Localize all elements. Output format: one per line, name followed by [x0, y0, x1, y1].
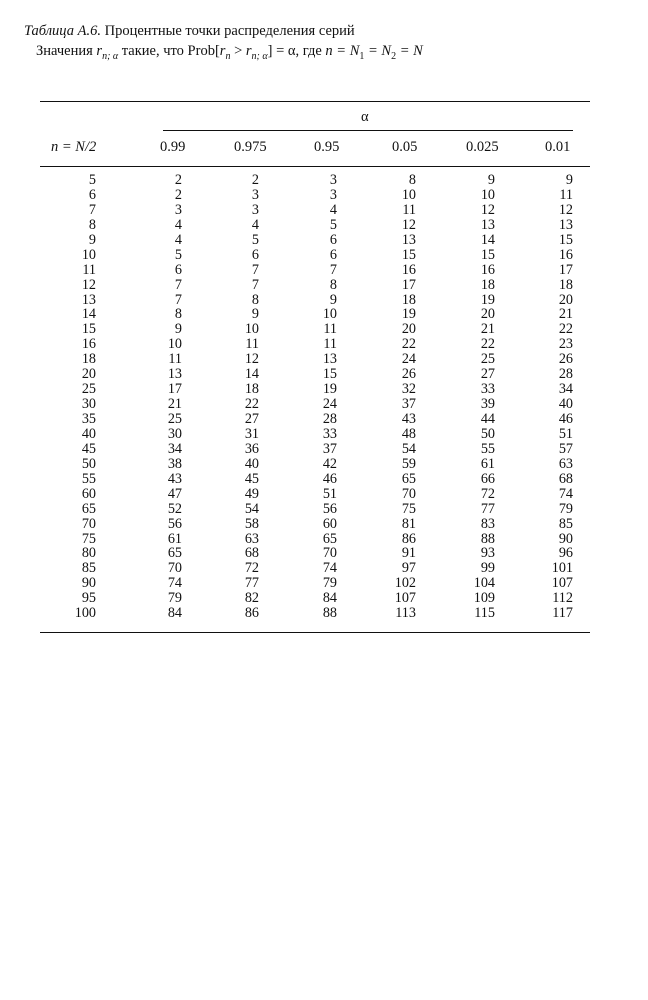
subcaption-eq2: = N: [364, 43, 392, 59]
table-cell: 115: [474, 605, 495, 622]
subcaption-r2: r: [219, 43, 226, 59]
table-cell: 83: [480, 515, 495, 532]
column-header-5: 0.01: [545, 139, 571, 155]
table-cell: 7: [88, 201, 96, 218]
table-cell: 13: [480, 216, 495, 233]
table-top-rule: [40, 101, 590, 102]
column-0.05: [356, 173, 416, 621]
table-cell: 12: [244, 351, 259, 368]
table-cell: 72: [244, 560, 259, 577]
subcaption-r: r: [96, 43, 103, 59]
table-cell: 28: [558, 366, 573, 383]
table-cell: 84: [322, 590, 337, 607]
table-cell: 21: [167, 396, 182, 413]
column-header-0: 0.99: [160, 139, 186, 155]
subcaption-gt: >: [230, 43, 246, 59]
table-cell: 107: [551, 575, 573, 592]
table-cell: 56: [322, 500, 337, 517]
table-cell: 44: [480, 411, 495, 427]
table-cell: 82: [244, 590, 259, 607]
table-cell: 45: [244, 470, 259, 487]
table-cell: 9: [88, 231, 96, 248]
table-cell: 91: [401, 545, 416, 562]
table-cell: 16: [558, 246, 573, 263]
table-cell: 18: [81, 351, 96, 368]
table-cell: 52: [167, 500, 182, 517]
table-cell: 6: [329, 246, 337, 263]
table-cell: 61: [167, 530, 182, 547]
table-cell: 59: [401, 455, 416, 472]
subcaption-eq3: = N: [396, 43, 423, 59]
table-cell: 9: [174, 321, 182, 338]
table-cell: 80: [81, 545, 96, 562]
table-cell: 75: [81, 530, 96, 547]
table-cell: 5: [88, 172, 96, 188]
table-cell: 55: [81, 470, 96, 487]
table-cell: 37: [322, 440, 337, 457]
table-cell: 15: [558, 231, 573, 248]
table-cell: 16: [401, 261, 416, 278]
row-header-label: n = N/2: [51, 139, 97, 155]
table-cell: 37: [401, 396, 416, 413]
table-cell: 21: [558, 306, 573, 323]
table-cell: 72: [480, 485, 495, 502]
table-cell: 88: [322, 605, 337, 622]
table-cell: 4: [174, 216, 182, 233]
table-cell: 17: [167, 381, 182, 398]
table-cell: 17: [558, 261, 573, 278]
table-cell: 77: [244, 575, 259, 592]
table-cell: 33: [480, 381, 495, 398]
table-cell: 39: [480, 396, 495, 413]
table-cell: 43: [401, 411, 416, 427]
table-cell: 2: [174, 186, 182, 203]
subcaption-r-sub: n; α: [102, 51, 119, 62]
table-cell: 74: [322, 560, 337, 577]
table-cell: 25: [480, 351, 495, 368]
table-cell: 10: [81, 246, 96, 263]
table-cell: 102: [394, 575, 416, 592]
table-cell: 16: [81, 336, 96, 353]
table-cell: 46: [322, 470, 337, 487]
table-cell: 31: [244, 425, 259, 442]
table-cell: 13: [558, 216, 573, 233]
table-cell: 6: [251, 246, 259, 263]
table-cell: 79: [558, 500, 573, 517]
table-cell: 107: [394, 590, 416, 607]
table-cell: 19: [322, 381, 337, 398]
table-cell: 18: [401, 291, 416, 308]
table-cell: 4: [251, 216, 259, 233]
table-cell: 7: [251, 276, 259, 293]
table-bottom-rule: [40, 632, 590, 633]
table-cell: 117: [552, 605, 573, 622]
column-0.025: [435, 173, 495, 621]
table-cell: 28: [322, 411, 337, 427]
table-cell: 66: [480, 470, 495, 487]
table-cell: 20: [401, 321, 416, 338]
table-cell: 65: [81, 500, 96, 517]
table-cell: 57: [558, 440, 573, 457]
column-header-3: 0.05: [392, 139, 418, 155]
table-cell: 54: [401, 440, 416, 457]
table-cell: 12: [558, 201, 573, 218]
table-cell: 65: [322, 530, 337, 547]
table-cell: 13: [322, 351, 337, 368]
table-cell: 47: [167, 485, 182, 502]
table-cell: 86: [401, 530, 416, 547]
table-cell: 101: [551, 560, 573, 577]
table-cell: 20: [81, 366, 96, 383]
table-cell: 21: [480, 321, 495, 338]
table-cell: 5: [329, 216, 337, 233]
table-cell: 60: [81, 485, 96, 502]
column-header-4: 0.025: [466, 139, 499, 155]
column-n: [36, 173, 96, 621]
table-cell: 74: [558, 485, 573, 502]
table-cell: 70: [167, 560, 182, 577]
table-cell: 15: [480, 246, 495, 263]
subcaption-text-2: такие, что Prob[: [118, 43, 220, 59]
subcaption-eq: n = N: [325, 43, 360, 59]
table-cell: 55: [480, 440, 495, 457]
table-cell: 10: [167, 336, 182, 353]
table-cell: 3: [329, 172, 337, 188]
table-cell: 90: [558, 530, 573, 547]
table-cell: 10: [480, 186, 495, 203]
table-cell: 49: [244, 485, 259, 502]
table-cell: 12: [480, 201, 495, 218]
table-cell: 79: [167, 590, 182, 607]
subcaption-n2-sub: 2: [391, 51, 397, 62]
table-cell: 104: [473, 575, 495, 592]
table-cell: 15: [81, 321, 96, 338]
table-cell: 13: [401, 231, 416, 248]
table-cell: 10: [322, 306, 337, 323]
table-cell: 3: [174, 201, 182, 218]
table-cell: 100: [74, 605, 96, 622]
table-cell: 17: [401, 276, 416, 293]
caption-title: Процентные точки распределения серий: [104, 23, 355, 39]
table-cell: 112: [552, 590, 573, 607]
table-cell: 9: [251, 306, 259, 323]
table-cell: 75: [401, 500, 416, 517]
table-cell: 65: [167, 545, 182, 562]
table-cell: 22: [401, 336, 416, 353]
header-bottom-rule: [40, 166, 590, 167]
subcaption-r2-sub: n: [225, 51, 231, 62]
table-cell: 25: [167, 411, 182, 427]
table-cell: 32: [401, 381, 416, 398]
column-header-2: 0.95: [314, 139, 340, 155]
table-cell: 40: [558, 396, 573, 413]
column-0.95: [277, 173, 337, 621]
table-cell: 18: [244, 381, 259, 398]
table-cell: 58: [244, 515, 259, 532]
table-cell: 15: [322, 366, 337, 383]
table-cell: 20: [480, 306, 495, 323]
subcaption-n1-sub: 1: [359, 51, 365, 62]
table-cell: 7: [329, 261, 337, 278]
table-cell: 33: [322, 425, 337, 442]
table-cell: 26: [558, 351, 573, 368]
table-cell: 27: [480, 366, 495, 383]
table-cell: 3: [251, 201, 259, 218]
table-cell: 42: [322, 455, 337, 472]
table-cell: 8: [329, 276, 337, 293]
alpha-header: α: [361, 109, 369, 125]
table-cell: 35: [81, 411, 96, 427]
table-cell: 6: [174, 261, 182, 278]
table-cell: 26: [401, 366, 416, 383]
table-cell: 60: [322, 515, 337, 532]
table-cell: 10: [244, 321, 259, 338]
table-cell: 63: [244, 530, 259, 547]
table-cell: 27: [244, 411, 259, 427]
table-cell: 25: [81, 381, 96, 398]
table-cell: 50: [81, 455, 96, 472]
table-cell: 90: [81, 575, 96, 592]
table-cell: 68: [244, 545, 259, 562]
table-cell: 77: [480, 500, 495, 517]
column-0.01: [513, 173, 573, 621]
table-cell: 23: [558, 336, 573, 353]
table-cell: 70: [81, 515, 96, 532]
table-cell: 10: [401, 186, 416, 203]
table-cell: 12: [401, 216, 416, 233]
subcaption-text-1: Значения: [36, 43, 97, 59]
table-cell: 113: [395, 605, 416, 622]
table-cell: 7: [251, 261, 259, 278]
table-cell: 11: [323, 321, 337, 338]
table-subcaption: [36, 42, 423, 60]
table-cell: 93: [480, 545, 495, 562]
table-cell: 18: [558, 276, 573, 293]
table-cell: 16: [480, 261, 495, 278]
table-cell: 3: [329, 186, 337, 203]
table-cell: 81: [401, 515, 416, 532]
alpha-group-rule: [163, 130, 573, 131]
table-cell: 8: [174, 306, 182, 323]
table-cell: 19: [480, 291, 495, 308]
table-cell: 56: [167, 515, 182, 532]
table-cell: 85: [558, 515, 573, 532]
table-cell: 34: [167, 440, 182, 457]
table-cell: 40: [244, 455, 259, 472]
table-cell: 36: [244, 440, 259, 457]
table-cell: 14: [244, 366, 259, 383]
table-cell: 6: [88, 186, 96, 203]
table-cell: 24: [401, 351, 416, 368]
table-cell: 61: [480, 455, 495, 472]
table-cell: 5: [174, 246, 182, 263]
table-cell: 22: [558, 321, 573, 338]
table-cell: 2: [174, 172, 182, 188]
table-cell: 109: [473, 590, 495, 607]
table-cell: 63: [558, 455, 573, 472]
table-cell: 4: [329, 201, 337, 218]
table-cell: 14: [480, 231, 495, 248]
table-cell: 43: [167, 470, 182, 487]
table-cell: 3: [251, 186, 259, 203]
subcaption-r3: r: [245, 43, 252, 59]
column-header-1: 0.975: [234, 139, 267, 155]
table-cell: 11: [402, 201, 416, 218]
table-cell: 51: [558, 425, 573, 442]
table-cell: 30: [81, 396, 96, 413]
row-header: [51, 138, 96, 156]
table-cell: 86: [244, 605, 259, 622]
table-cell: 14: [81, 306, 96, 323]
table-cell: 18: [480, 276, 495, 293]
table-cell: 8: [88, 216, 96, 233]
table-cell: 13: [81, 291, 96, 308]
table-cell: 6: [329, 231, 337, 248]
table-cell: 70: [401, 485, 416, 502]
table-cell: 88: [480, 530, 495, 547]
subcaption-r3-sub: n; α: [251, 51, 268, 62]
table-cell: 70: [322, 545, 337, 562]
table-cell: 30: [167, 425, 182, 442]
table-cell: 95: [81, 590, 96, 607]
table-cell: 54: [244, 500, 259, 517]
table-cell: 9: [329, 291, 337, 308]
table-cell: 11: [323, 336, 337, 353]
subcaption-text-3: ] = α, где: [267, 43, 326, 59]
table-cell: 48: [401, 425, 416, 442]
table-cell: 7: [174, 276, 182, 293]
table-cell: 20: [558, 291, 573, 308]
table-cell: 51: [322, 485, 337, 502]
table-cell: 46: [558, 411, 573, 427]
table-cell: 65: [401, 470, 416, 487]
table-cell: 84: [167, 605, 182, 622]
table-cell: 9: [487, 172, 495, 188]
table-cell: 2: [251, 172, 259, 188]
table-cell: 40: [81, 425, 96, 442]
table-cell: 13: [167, 366, 182, 383]
column-0.99: [122, 173, 182, 621]
table-cell: 50: [480, 425, 495, 442]
table-cell: 8: [408, 172, 416, 188]
table-cell: 79: [322, 575, 337, 592]
table-cell: 85: [81, 560, 96, 577]
table-cell: 15: [401, 246, 416, 263]
table-cell: 22: [480, 336, 495, 353]
table-cell: 68: [558, 470, 573, 487]
table-cell: 45: [81, 440, 96, 457]
table-cell: 96: [558, 545, 573, 562]
table-cell: 97: [401, 560, 416, 577]
table-cell: 24: [322, 396, 337, 413]
table-cell: 11: [245, 336, 259, 353]
column-0.975: [199, 173, 259, 621]
table-cell: 12: [81, 276, 96, 293]
table-cell: 11: [82, 261, 96, 278]
caption-label: Таблица А.6.: [24, 23, 101, 39]
table-cell: 9: [565, 172, 573, 188]
table-cell: 74: [167, 575, 182, 592]
table-cell: 8: [251, 291, 259, 308]
table-cell: 5: [251, 231, 259, 248]
table-cell: 99: [480, 560, 495, 577]
table-cell: 19: [401, 306, 416, 323]
table-cell: 34: [558, 381, 573, 398]
table-cell: 4: [174, 231, 182, 248]
table-cell: 11: [168, 351, 182, 368]
table-cell: 11: [559, 186, 573, 203]
table-cell: 7: [174, 291, 182, 308]
table-cell: 38: [167, 455, 182, 472]
table-caption: [24, 22, 355, 40]
table-cell: 22: [244, 396, 259, 413]
